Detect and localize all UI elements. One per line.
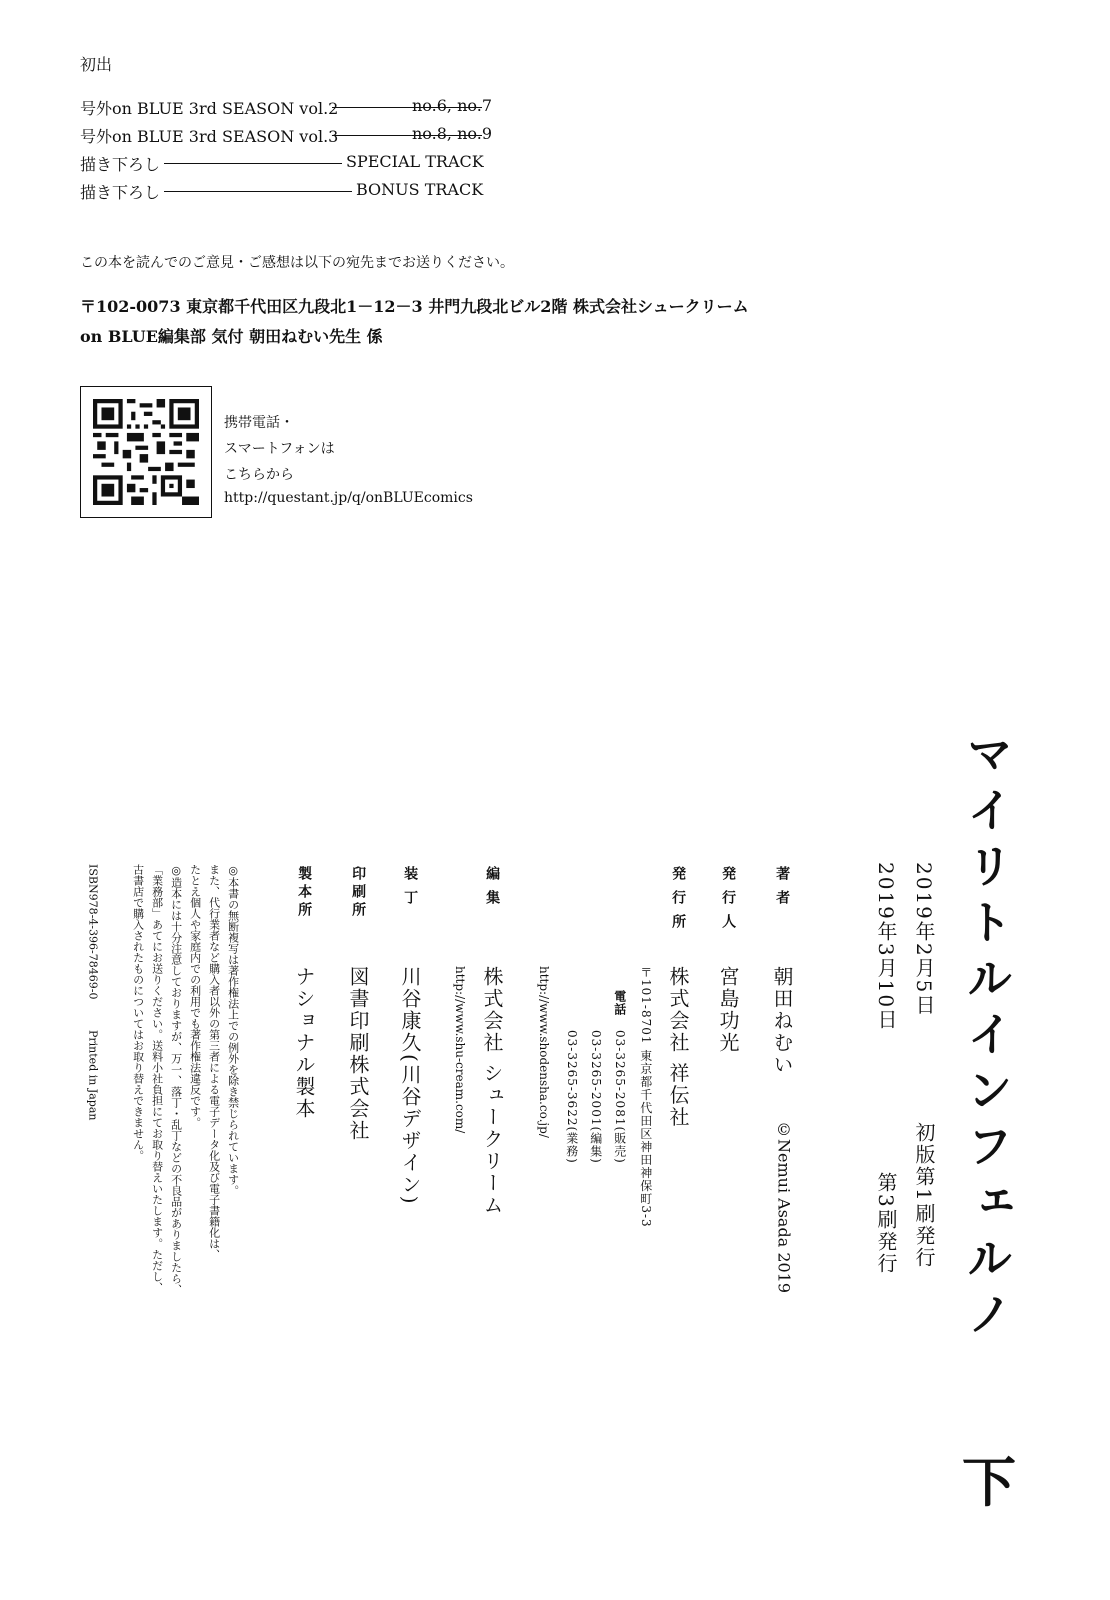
book-title: マイリトルインフェルノ [959,730,1014,1346]
printed-in: Printed in Japan [86,1030,100,1121]
publisher-person-label: 発行人 [720,866,737,938]
source-value: SPECIAL TRACK [346,152,484,171]
publisher-person: 宮島功光 [716,966,740,1054]
phone-edit: 03-3265-2001(編集) [588,1030,603,1164]
qr-label-line2: スマートフォンは [224,441,335,457]
copyright: ©Nemui Asada 2019 [774,1120,794,1294]
leader-line [164,191,352,192]
binder-name: ナショナル製本 [292,966,316,1120]
isbn: ISBN978-4-396-78469-0 [86,864,100,1000]
printer-name: 図書印刷株式会社 [346,966,370,1142]
date-first: 2019年2月5日 [912,862,936,1017]
source-label: 描き下ろし [80,155,161,174]
leader-line [164,163,342,164]
source-row [80,96,493,118]
edition-third: 第3刷発行 [874,1172,898,1275]
qr-code-frame [80,386,212,518]
publisher-label: 発行所 [670,866,687,938]
binder-label: 製本所 [296,866,313,920]
source-value: BONUS TRACK [356,180,484,199]
phone-ops: 03-3265-3622(業務) [564,1030,579,1164]
publisher-address: 〒101-8701 東京都千代田区神田神保町3-3 [638,966,653,1228]
author-label: 著者 [774,866,791,914]
edition-first: 初版第1刷発行 [912,1122,936,1269]
source-label: 号外on BLUE 3rd SEASON vol.3 [80,127,339,146]
notice-line: 「業務部」あてにお送りください。送料小社負担にてお取り替えいたします。ただし、 [150,864,164,1293]
publisher-name: 株式会社 祥伝社 [666,966,690,1129]
source-row [80,124,493,146]
author-name: 朝田ねむい [770,966,794,1076]
publisher-url[interactable]: http://www.shodensha.co.jp/ [536,966,551,1138]
notice-line: ◎本書の無断複写は著作権法上での例外を除き禁じられています。 [226,864,240,1196]
date-third: 2019年3月10日 [874,862,898,1032]
phone-sales: 03-3265-2081(販売) [612,1030,627,1164]
editor-url[interactable]: http://www.shu-cream.com/ [452,966,467,1134]
printer-label: 印刷所 [350,866,367,920]
phone-label: 電話 [612,990,627,1016]
notice-line: たとえ個人や家庭内での利用でも著作権法違反です。 [188,864,202,1128]
source-label: 号外on BLUE 3rd SEASON vol.2 [80,99,339,118]
volume-mark: 下 [962,1450,1016,1514]
qr-label-line1: 携帯電話・ [224,415,294,431]
design-label: 装丁 [402,866,419,914]
source-row [80,152,490,174]
notice-line: 古書店で購入されたものについてはお取り替えできません。 [131,864,145,1161]
qr-label-line3: こちらから [224,467,294,483]
notice-line: ◎造本には十分注意しておりますが、万一、落丁・乱丁などの不良品がありましたら、 [169,864,183,1295]
source-value: no.8, no.9 [412,124,493,143]
editor-label: 編集 [484,866,501,914]
source-label: 描き下ろし [80,183,161,202]
qr-url[interactable]: http://questant.jp/q/onBLUEcomics [224,490,473,506]
source-value: no.6, no.7 [412,96,493,115]
qr-code-icon[interactable] [93,399,199,505]
first-appearance-heading: 初出 [80,55,113,74]
source-row [80,180,490,202]
editor-name: 株式会社 シュークリーム [480,966,504,1217]
design-name: 川谷康久(川谷デザイン) [398,966,422,1206]
feedback-address-line1: 〒102-0073 東京都千代田区九段北1－12－3 井門九段北ビル2階 株式会社シュークリーム [80,297,749,316]
notice-line: また、代行業者など購入者以外の第三者による電子データ化及び電子書籍化は、 [207,864,221,1260]
feedback-address-line2: on BLUE編集部 気付 朝田ねむい先生 係 [80,327,383,346]
feedback-intro: この本を読んでのご意見・ご感想は以下の宛先までお送りください。 [80,255,514,271]
